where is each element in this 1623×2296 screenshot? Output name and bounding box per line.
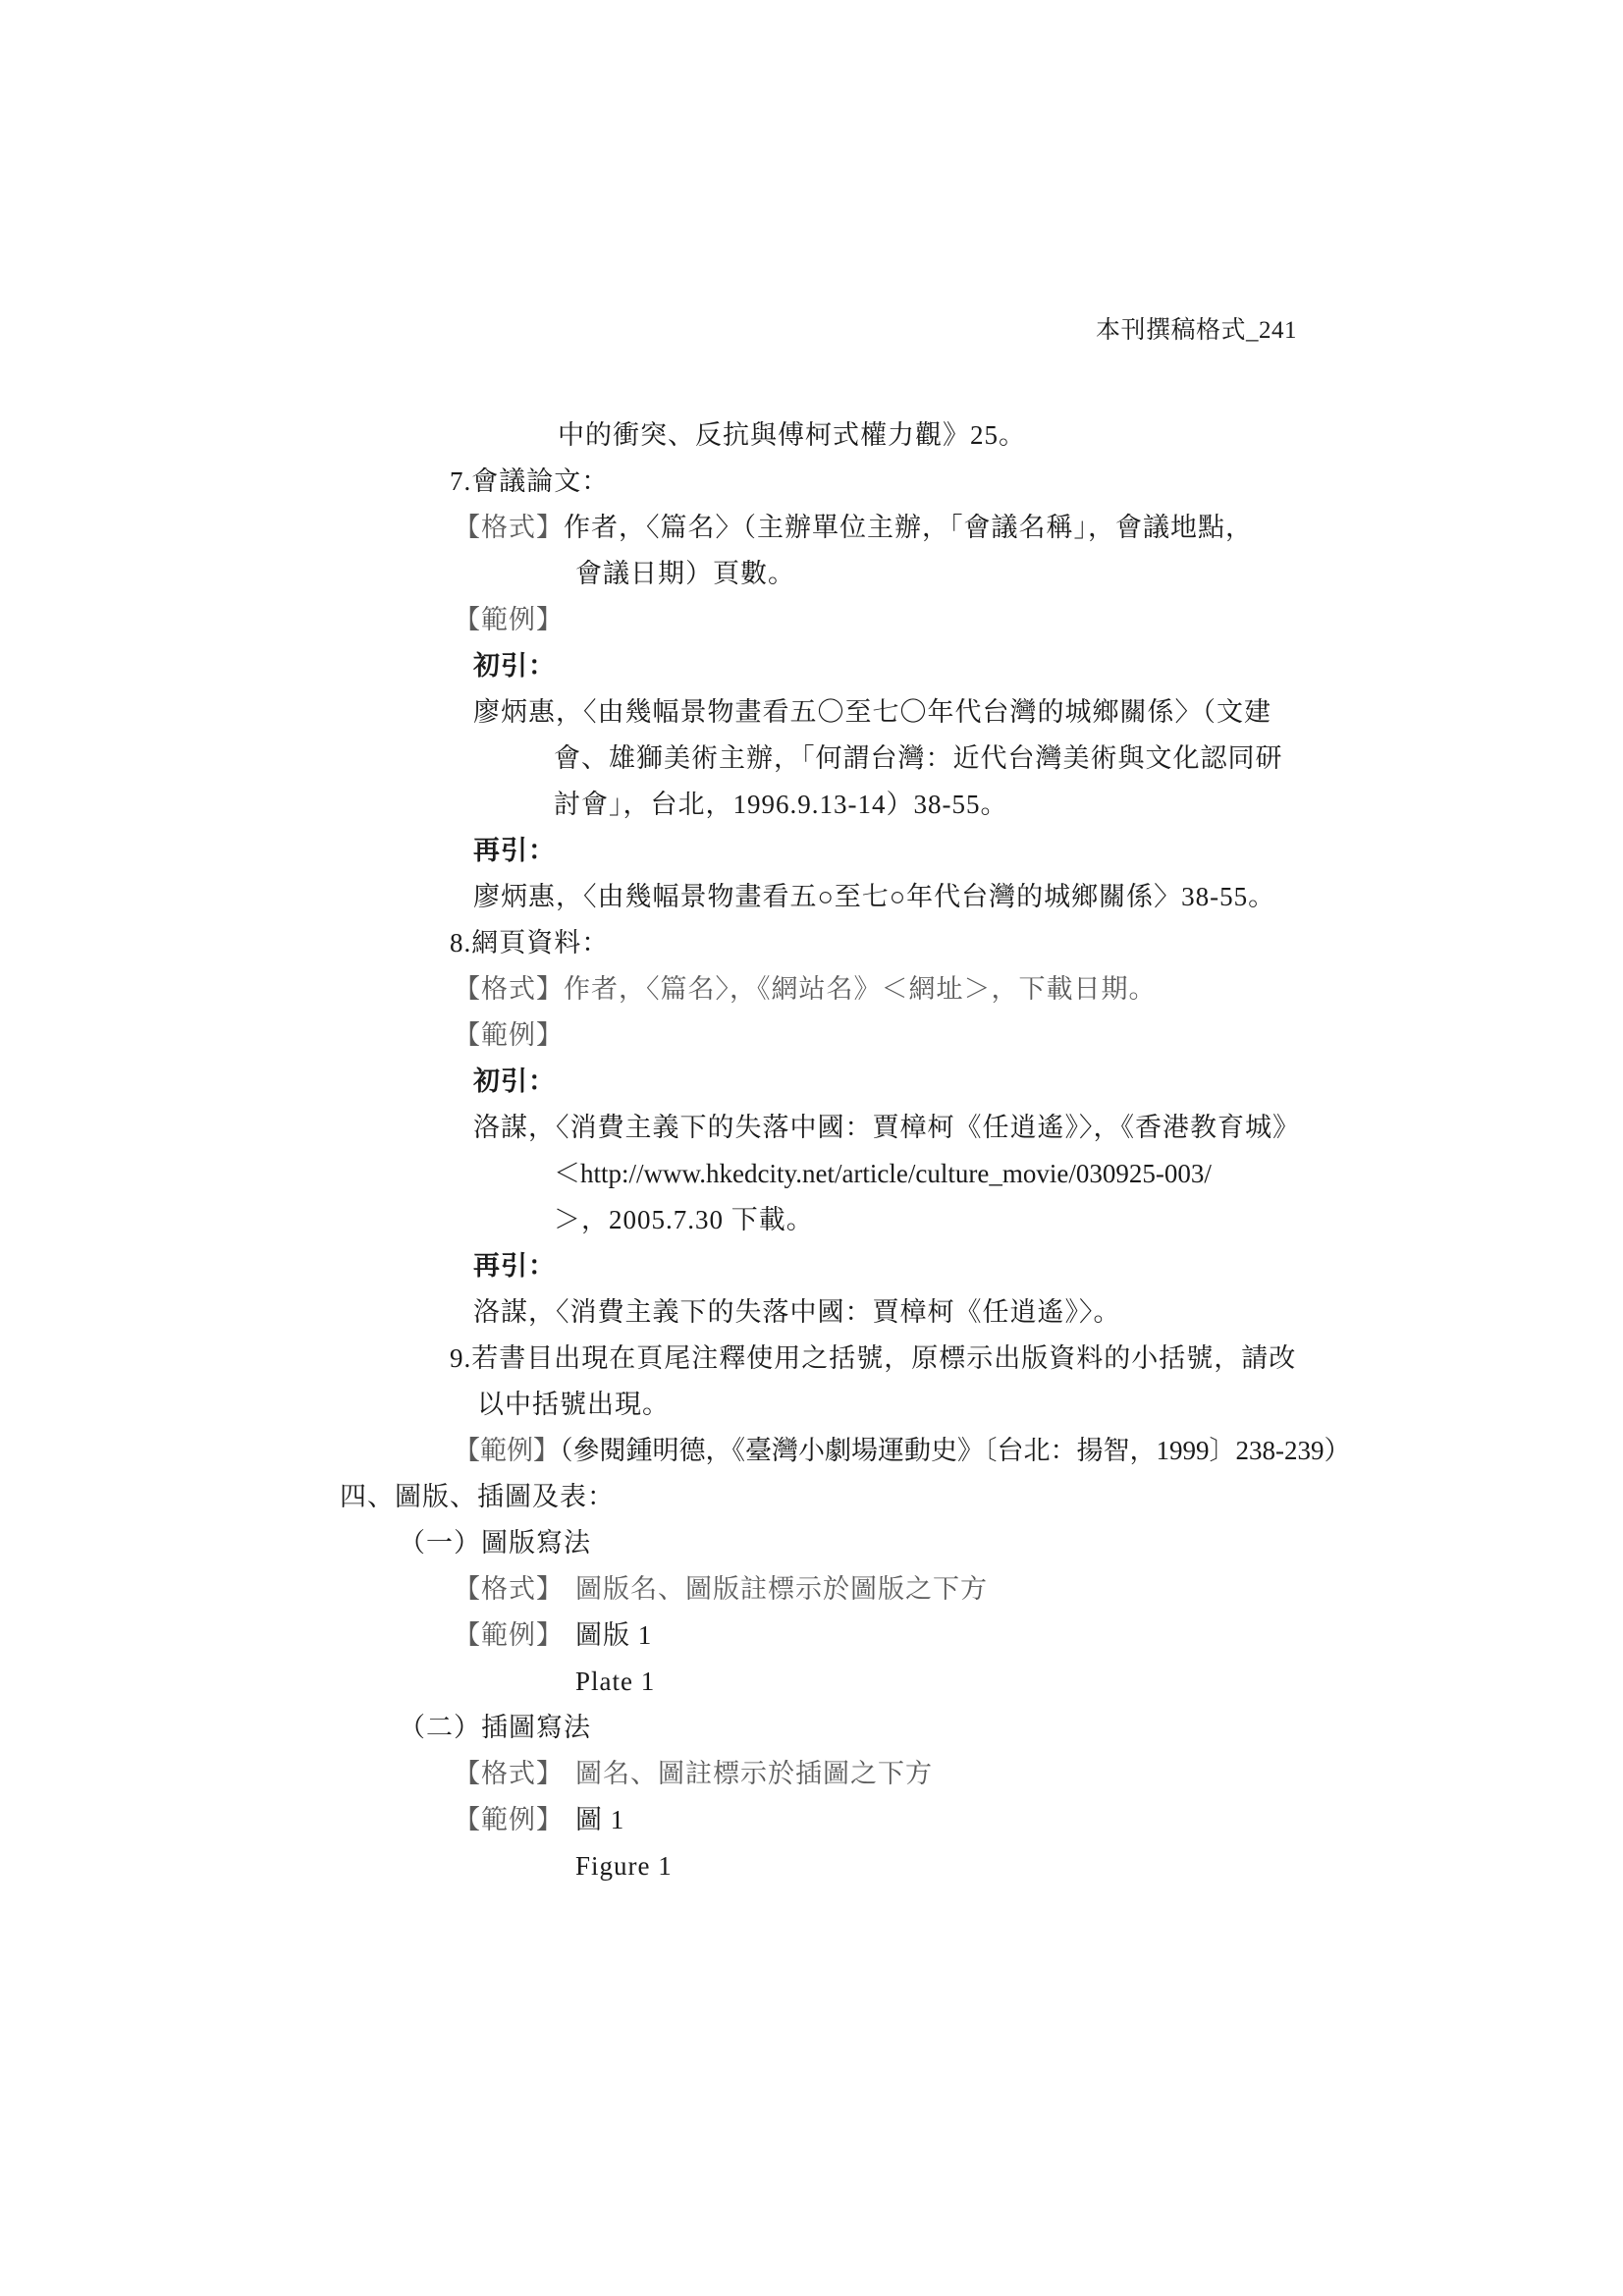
format-line: [454, 973, 1157, 1005]
text-line: 會、雄獅美術主辦，「何謂台灣：近代台灣美術與文化認同研: [554, 743, 1283, 773]
format-text: 圖版名、圖版註標示於圖版之下方: [575, 1574, 988, 1604]
example-text: （參閱鍾明德，《臺灣小劇場運動史》〔台北：揚智，1999〕238-239）: [560, 1436, 1351, 1465]
example-label: 【範例】: [454, 1020, 564, 1050]
format-text: 作者，〈篇名〉，《網站名》＜網址＞，下載日期。: [564, 974, 1157, 1004]
text-line: ＞，2005.7.30 下載。: [554, 1205, 814, 1234]
text-line: 討會」，台北，1996.9.13-14）38-55。: [554, 790, 1008, 819]
subsection-heading-plates: （一）圖版寫法: [399, 1528, 591, 1558]
format-label: 【格式】: [454, 974, 564, 1004]
example-label: 【範例】: [454, 1436, 560, 1465]
subsection-heading-illustrations: （二）插圖寫法: [399, 1713, 591, 1742]
example-line: [454, 1435, 1351, 1466]
text-line: 中的衝突、反抗與傅柯式權力觀》25。: [558, 420, 1026, 450]
section-heading-conference: 7.會議論文：: [450, 466, 610, 496]
text-line: 會議日期）頁數。: [575, 559, 795, 588]
plate-caption: Plate 1: [575, 1667, 656, 1696]
text-line: 洛謀，〈消費主義下的失落中國：賈樟柯《任逍遙》〉。: [473, 1297, 1121, 1327]
text-line: 廖炳惠，〈由幾幅景物畫看五○至七○年代台灣的城鄉關係〉38-55。: [473, 882, 1276, 911]
format-text: 圖名、圖註標示於插圖之下方: [575, 1759, 933, 1788]
format-line: [454, 1758, 933, 1789]
first-citation-label: 初引：: [473, 651, 556, 681]
section-heading-figures: 四、圖版、插圖及表：: [340, 1482, 615, 1511]
format-label: 【格式】: [454, 513, 564, 542]
example-label: 【範例】: [454, 605, 564, 634]
section-heading-webpage: 8.網頁資料：: [450, 928, 610, 957]
text-line: 廖炳惠，〈由幾幅景物畫看五〇至七〇年代台灣的城鄉關係〉（文建: [473, 697, 1271, 727]
first-citation-label: 初引：: [473, 1066, 556, 1096]
url-line: ＜http://www.hkedcity.net/article/culture_movie/030925-003/: [554, 1159, 1212, 1188]
example-label: 【範例】: [454, 1620, 564, 1650]
text-line: 洛謀，〈消費主義下的失落中國：賈樟柯《任逍遙》〉，《香港教育城》: [473, 1113, 1300, 1142]
example-label: 【範例】: [454, 1805, 564, 1834]
example-line: [454, 1804, 624, 1835]
running-header: 本刊撰稿格式_241: [1095, 317, 1297, 344]
format-line: [454, 1573, 988, 1605]
example-text: 圖 1: [575, 1805, 625, 1834]
format-text: 作者，〈篇名〉（主辦單位主辦，「會議名稱」，會議地點，: [564, 513, 1253, 542]
section-heading-brackets: 9.若書目出現在頁尾注釋使用之括號，原標示出版資料的小括號，請改: [450, 1343, 1297, 1373]
example-text: 圖版 1: [575, 1620, 653, 1650]
text-line: 以中括號出現。: [477, 1390, 670, 1419]
format-line: [454, 512, 1253, 543]
format-label: 【格式】: [454, 1574, 564, 1604]
subsequent-citation-label: 再引：: [473, 1251, 556, 1281]
subsequent-citation-label: 再引：: [473, 836, 556, 865]
example-line: [454, 1619, 652, 1651]
figure-caption: Figure 1: [575, 1851, 673, 1881]
format-label: 【格式】: [454, 1759, 564, 1788]
